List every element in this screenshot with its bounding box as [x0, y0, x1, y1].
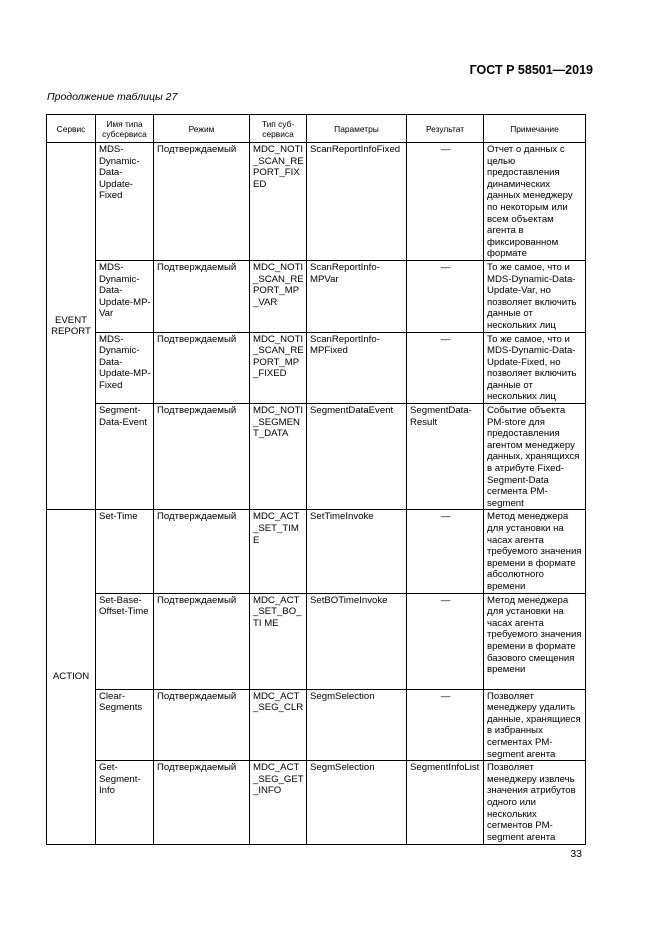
subservice-name: Set-Time — [96, 510, 154, 593]
note-cell: Метод менеджера для установки на часах агента требуемого значения времени в формате абсолютного времени — [484, 510, 586, 593]
services-table — [46, 114, 586, 845]
table-row — [47, 689, 586, 761]
type-cell: MDC_NOTI_SEGMENT_DATA — [250, 404, 307, 510]
column-header: Режим — [154, 115, 250, 143]
mode-cell: Подтверждаемый — [154, 689, 250, 761]
subservice-name: Segment-Data-Event — [96, 404, 154, 510]
params-cell: SegmentDataEvent — [307, 404, 407, 510]
mode-cell: Подтверждаемый — [154, 143, 250, 261]
type-cell: MDC_NOTI_SCAN_REPORT_MP_FIXED — [250, 332, 307, 404]
column-header: Сервис — [47, 115, 96, 143]
page-number: 33 — [570, 848, 582, 860]
table-row — [47, 143, 586, 261]
type-cell: MDC_ACT_SET_BO_TI ME — [250, 593, 307, 689]
table-row — [47, 510, 586, 593]
column-header: Имя типа субсервиса — [96, 115, 154, 143]
note-cell: То же самое, что и MDS-Dynamic-Data-Update-Fixed, но позволяет включить данные от нескольких лиц — [484, 332, 586, 404]
subservice-name: Clear-Segments — [96, 689, 154, 761]
mode-cell: Подтверждаемый — [154, 593, 250, 689]
result-cell: SegmentData-Result — [407, 404, 484, 510]
note-cell: Событие объекта PM-store для предоставления агентом менеджеру данных, хранящихся в атрибуте Fixed-Segment-Data сегмента PM-segment — [484, 404, 586, 510]
mode-cell: Подтверждаемый — [154, 332, 250, 404]
result-cell: — — [407, 593, 484, 689]
mode-cell: Подтверждаемый — [154, 510, 250, 593]
params-cell: SetBOTimeInvoke — [307, 593, 407, 689]
subservice-name: MDS-Dynamic-Data-Update-MP-Var — [96, 260, 154, 332]
standard-title: ГОСТ Р 58501—2019 — [469, 63, 593, 77]
subservice-name: Set-Base-Offset-Time — [96, 593, 154, 689]
service-cell: ACTION — [47, 510, 96, 845]
note-cell: Отчет о данных с целью предоставления динамических данных менеджеру по некоторым или всем объектам агента в фиксированном формате — [484, 143, 586, 261]
column-header: Примечание — [484, 115, 586, 143]
column-header: Параметры — [307, 115, 407, 143]
note-cell: То же самое, что и MDS-Dynamic-Data-Update-Var, но позволяет включить данные от нескольких лиц — [484, 260, 586, 332]
params-cell: SegmSelection — [307, 761, 407, 845]
params-cell: ScanReportInfo-MPFixed — [307, 332, 407, 404]
type-cell: MDC_NOTI_SCAN_REPORT_MP_VAR — [250, 260, 307, 332]
note-cell: Позволяет менеджеру удалить данные, хранящиеся в избранных сегментах PM-segment агента — [484, 689, 586, 761]
table-row — [47, 332, 586, 404]
mode-cell: Подтверждаемый — [154, 260, 250, 332]
column-header: Тип суб-сервиса — [250, 115, 307, 143]
mode-cell: Подтверждаемый — [154, 761, 250, 845]
result-cell: — — [407, 143, 484, 261]
type-cell: MDC_NOTI_SCAN_REPORT_FIXED — [250, 143, 307, 261]
note-cell: Метод менеджера для установки на часах агента требуемого значения времени в формате базового смещения времени — [484, 593, 586, 689]
table-header-row — [47, 115, 586, 143]
mode-cell: Подтверждаемый — [154, 404, 250, 510]
params-cell: SegmSelection — [307, 689, 407, 761]
params-cell: SetTimeInvoke — [307, 510, 407, 593]
subservice-name: Get-Segment-Info — [96, 761, 154, 845]
subservice-name: MDS-Dynamic-Data-Update-Fixed — [96, 143, 154, 261]
note-cell: Позволяет менеджеру извлечь значения атрибутов одного или нескольких сегментов PM-segment агента — [484, 761, 586, 845]
table-row — [47, 761, 586, 845]
result-cell: — — [407, 689, 484, 761]
result-cell: — — [407, 332, 484, 404]
column-header: Результат — [407, 115, 484, 143]
type-cell: MDC_ACT_SEG_GET_INFO — [250, 761, 307, 845]
service-cell: EVENT REPORT — [47, 143, 96, 510]
type-cell: MDC_ACT_SET_TIME — [250, 510, 307, 593]
table-row — [47, 593, 586, 689]
params-cell: ScanReportInfo-MPVar — [307, 260, 407, 332]
result-cell: SegmentInfoList — [407, 761, 484, 845]
result-cell: — — [407, 510, 484, 593]
type-cell: MDC_ACT_SEG_CLR — [250, 689, 307, 761]
params-cell: ScanReportInfoFixed — [307, 143, 407, 261]
result-cell: — — [407, 260, 484, 332]
table-row — [47, 404, 586, 510]
table-row — [47, 260, 586, 332]
table-caption: Продолжение таблицы 27 — [47, 91, 178, 103]
subservice-name: MDS-Dynamic-Data-Update-MP-Fixed — [96, 332, 154, 404]
